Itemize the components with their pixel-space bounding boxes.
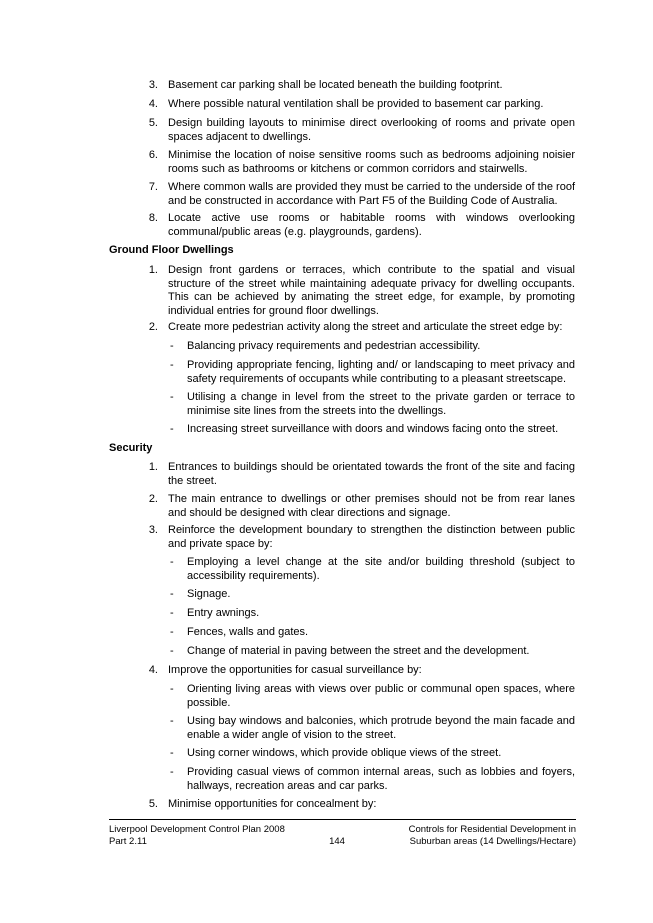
dash-bullet: - (170, 556, 174, 568)
document-page: 3. Basement car parking shall be located beneath the building footprint. 4. Where possible natural ventilation shall be provided to basement car parking. 5. Design building layouts to minimise direct overlooking of rooms and private open spaces adjacent to dwellings. 6. Minimise the location of noise sensitive rooms such as bedrooms adjoining noisier rooms such as bathrooms or kitchens or common corridors and stairwells. 7. Where common walls are provided they must be carried to the underside of the roof and be constructed in accordance with Part F5 of the Building Code of Australia. 8. Locate active use rooms or habitable rooms with windows overlooking communal/public areas (e.g. playgrounds, gardens). Ground Floor Dwellings 1. Design front gardens or terraces, which contribute to the spatial and visual structure of the street while maintaining adequate privacy for dwelling occupants. This can be achieved by animating the street edge, for example, by promoting individual entries for ground floor dwellings. 2. Create more pedestrian activity along the street and articulate the street edge by: - Balancing privacy requirements and pedestrian accessibility. - Providing appropriate fencing, lighting and/ or landscaping to meet privacy and safety requirements of occupants while contributing to a pleasant streetscape. - Utilising a change in level from the street to the private garden or terrace to minimise site lines from the streets into the dwellings. - Increasing street surveillance with doors and windows facing onto the street. Security 1. Entrances to buildings should be orientated towards the front of the site and facing the street. 2. The main entrance to dwellings or other premises should not be from rear lanes and should be designed with clear directions and signage. 3. Reinforce the development boundary to strengthen the distinction between public and private space by: - Employing a level change at the site and/or building threshold (subject to accessibility requirements). - Signage. - Entry awnings. - Fences, walls and gates. - Change of material in paving between the street and the development. 4. Improve the opportunities for casual surveillance by: - Orienting living areas with views over public or communal open spaces, where possible. - Using bay windows and balconies, which protrude beyond the main facade and enable a wider angle of vision to the street. - Using corner windows, which provide oblique views of the street. - Providing casual views of common internal areas, such as lobbies and foyers, hallways, recreation areas and car parks. 5. Minimise opportunities for concealment by: Liverpool Development Control Plan 2008 Part 2.11 144 Controls for Residential Development in Suburban areas (14 Dwellings/Hectare) (109, 79, 576, 847)
list-item-text: Basement car parking shall be located beneath the building footprint. (168, 79, 503, 91)
footer-right-line2: Suburban areas (14 Dwellings/Hectare) (409, 836, 576, 847)
list-item-text: Improve the opportunities for casual surveillance by: (168, 664, 422, 676)
dash-bullet: - (170, 607, 174, 619)
sub-list-item-text: Entry awnings. (187, 607, 260, 619)
list-item-text: Entrances to buildings should be orientated towards the front of the site and facing the street. (168, 461, 575, 487)
dash-bullet: - (170, 588, 174, 600)
sub-list-item-text: Signage. (187, 588, 231, 600)
list-item-text: Locate active use rooms or habitable rooms with windows overlooking communal/public areas (e.g. playgrounds, gardens). (168, 212, 575, 238)
page-number: 144 (329, 836, 345, 847)
sub-list-item-text: Using corner windows, which provide oblique views of the street. (187, 747, 502, 759)
list-item-text: Minimise the location of noise sensitive rooms such as bedrooms adjoining noisier rooms such as bathrooms or kitchens or common corridors and stairwells. (168, 149, 575, 175)
list-item-text: The main entrance to dwellings or other premises should not be from rear lanes and should be designed with clear directions and signage. (168, 493, 575, 519)
dash-bullet: - (170, 683, 174, 695)
dash-bullet: - (170, 340, 174, 352)
list-item-text: Where possible natural ventilation shall be provided to basement car parking. (168, 98, 544, 110)
sub-list-item-text: Employing a level change at the site and/or building threshold (subject to accessibility requirements). (187, 556, 575, 582)
footer-right-line1: Controls for Residential Development in (408, 824, 576, 835)
sub-list-item-text: Change of material in paving between the street and the development. (187, 645, 530, 657)
list-item-text: Where common walls are provided they must be carried to the underside of the roof and be constructed in accordance with Part F5 of the Building Code of Australia. (168, 181, 575, 207)
sub-list-item-text: Increasing street surveillance with doors and windows facing onto the street. (187, 423, 559, 435)
dash-bullet: - (170, 391, 174, 403)
sub-list-item-text: Providing casual views of common internal areas, such as lobbies and foyers, hallways, recreation areas and car parks. (187, 766, 575, 792)
section-heading-ground-floor: Ground Floor Dwellings (109, 244, 234, 256)
section-heading-security: Security (109, 442, 153, 454)
list-item-text: Minimise opportunities for concealment by: (168, 798, 377, 810)
footer-left-line1: Liverpool Development Control Plan 2008 (109, 824, 285, 835)
sub-list-item-text: Orienting living areas with views over public or communal open spaces, where possible. (187, 683, 575, 709)
dash-bullet: - (170, 747, 174, 759)
sub-list-item-text: Providing appropriate fencing, lighting and/ or landscaping to meet privacy and safety requirements of occupants while contributing to a pleasant streetscape. (187, 359, 575, 385)
footer-left-line2: Part 2.11 (109, 836, 147, 847)
list-item-text: Design front gardens or terraces, which contribute to the spatial and visual structure of the street while maintaining adequate privacy for dwelling occupants. This can be achieved by animating the street edge, for example, by promoting individual entries for ground floor dwellings. (168, 264, 575, 317)
dash-bullet: - (170, 645, 174, 657)
list-item-text: Design building layouts to minimise direct overlooking of rooms and private open spaces adjacent to dwellings. (168, 117, 575, 143)
dash-bullet: - (170, 766, 174, 778)
dash-bullet: - (170, 715, 174, 727)
sub-list-item-text: Utilising a change in level from the street to the private garden or terrace to minimise site lines from the streets into the dwellings. (187, 391, 575, 417)
list-item-text: Create more pedestrian activity along the street and articulate the street edge by: (168, 321, 563, 333)
sub-list-item-text: Fences, walls and gates. (187, 626, 309, 638)
dash-bullet: - (170, 423, 174, 435)
dash-bullet: - (170, 359, 174, 371)
sub-list-item-text: Balancing privacy requirements and pedestrian accessibility. (187, 340, 481, 352)
list-item-text: Reinforce the development boundary to strengthen the distinction between public and private space by: (168, 524, 575, 550)
footer-divider (109, 819, 576, 820)
sub-list-item-text: Using bay windows and balconies, which protrude beyond the main facade and enable a wider angle of vision to the street. (187, 715, 575, 741)
dash-bullet: - (170, 626, 174, 638)
